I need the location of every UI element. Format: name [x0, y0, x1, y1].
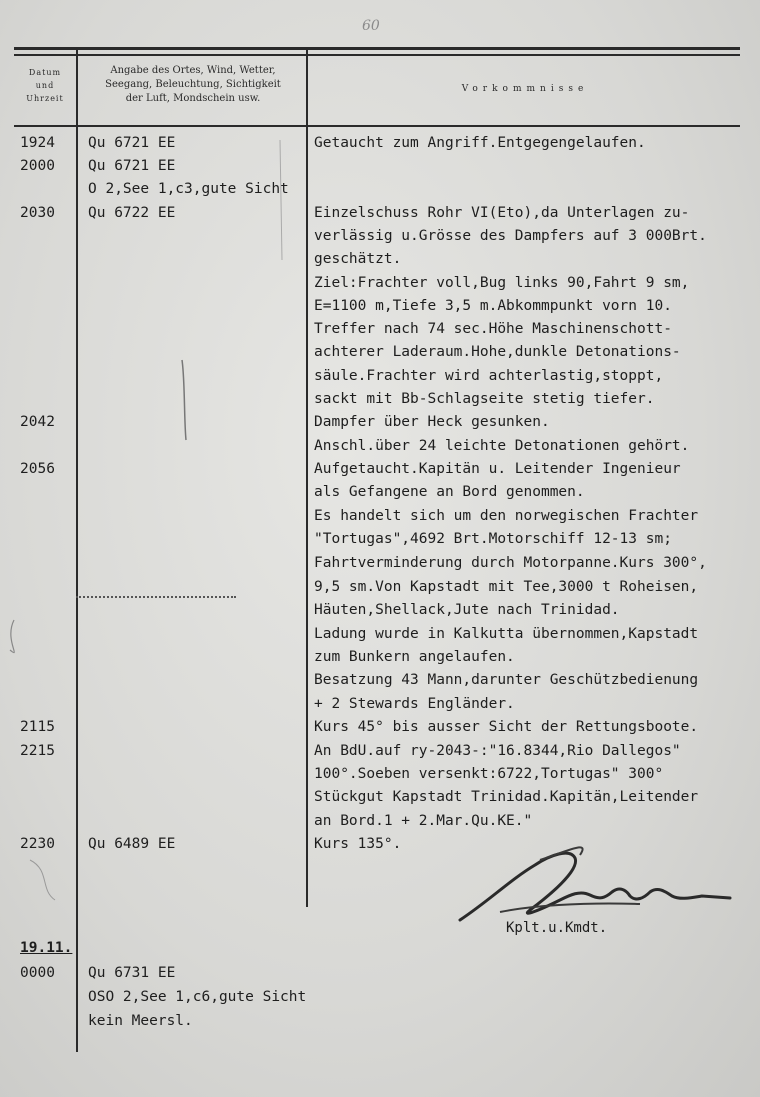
event-line: sackt mit Bb-Schlagseite stetig tiefer. — [314, 391, 655, 407]
signoff-rank: Kplt.u.Kmdt. — [506, 920, 608, 936]
event-line: Fahrtverminderung durch Motorpanne.Kurs 300°, — [314, 555, 707, 571]
event-line: Getaucht zum Angriff.Entgegengelaufen. — [314, 135, 646, 151]
header-place-line3: der Luft, Mondschein usw. — [125, 93, 261, 104]
event-line: verlässig u.Grösse des Dampfers auf 3 000Brt. — [314, 228, 707, 244]
page-number: 60 — [362, 18, 380, 34]
event-line: säule.Frachter wird achterlastig,stoppt, — [314, 368, 664, 384]
place-entry: Qu 6489 EE — [88, 836, 176, 852]
event-line: an Bord.1 + 2.Mar.Qu.KE." — [314, 813, 533, 829]
event-line: Häuten,Shellack,Jute nach Trinidad. — [314, 602, 620, 618]
event-line: achterer Laderaum.Hohe,dunkle Detonations- — [314, 344, 681, 360]
header-date-line3: Uhrzeit — [26, 94, 64, 103]
event-line: Aufgetaucht.Kapitän u. Leitender Ingenieur — [314, 461, 681, 477]
event-line: Besatzung 43 Mann,darunter Geschützbedienung — [314, 672, 699, 688]
event-line: 100°.Soeben versenkt:6722,Tortugas" 300° — [314, 766, 664, 782]
event-line: Stückgut Kapstadt Trinidad.Kapitän,Leitender — [314, 789, 699, 805]
event-line: Treffer nach 74 sec.Höhe Maschinenschott- — [314, 321, 672, 337]
time-entry: 2215 — [20, 743, 55, 759]
event-line: "Tortugas",4692 Brt.Motorschiff 12-13 sm; — [314, 531, 672, 547]
event-line: Es handelt sich um den norwegischen Frachter — [314, 508, 699, 524]
time-entry: 0000 — [20, 965, 55, 981]
event-line: Kurs 135°. — [314, 836, 402, 852]
header-date-line1: Datum — [28, 68, 62, 77]
weather-entry: O 2,See 1,c3,gute Sicht — [88, 181, 289, 197]
header-date-line2: und — [35, 81, 55, 90]
time-entry: 2030 — [20, 205, 55, 221]
header-events-column: Vorkommnisse — [461, 84, 589, 94]
time-entry: 2000 — [20, 158, 55, 174]
place-entry: Qu 6722 EE — [88, 205, 176, 221]
place-entry: Qu 6721 EE — [88, 158, 176, 174]
event-line: Ziel:Frachter voll,Bug links 90,Fahrt 9 sm, — [314, 275, 690, 291]
time-entry: 2230 — [20, 836, 55, 852]
event-line: als Gefangene an Bord genommen. — [314, 484, 585, 500]
event-line: Einzelschuss Rohr VI(Eto),da Unterlagen zu- — [314, 205, 690, 221]
event-line: Anschl.über 24 leichte Detonationen gehört. — [314, 438, 690, 454]
time-entry: 2042 — [20, 414, 55, 430]
event-line: geschätzt. — [314, 251, 402, 267]
event-line: E=1100 m,Tiefe 3,5 m.Abkommpunkt vorn 10. — [314, 298, 672, 314]
event-line: An BdU.auf ry-2043-:"16.8344,Rio Dallegos" — [314, 743, 681, 759]
event-line: zum Bunkern angelaufen. — [314, 649, 515, 665]
header-place-line1: Angabe des Ortes, Wind, Wetter, — [110, 65, 276, 76]
date-section-label: 19.11. — [20, 940, 73, 956]
event-line: + 2 Stewards Engländer. — [314, 696, 515, 712]
weather-entry: kein Meersl. — [88, 1013, 193, 1029]
weather-entry: OSO 2,See 1,c6,gute Sicht — [88, 989, 307, 1005]
place-entry: Qu 6721 EE — [88, 135, 176, 151]
time-entry: 2115 — [20, 719, 55, 735]
header-place-line2: Seegang, Beleuchtung, Sichtigkeit — [105, 79, 281, 90]
time-entry: 1924 — [20, 135, 55, 151]
event-line: Kurs 45° bis ausser Sicht der Rettungsboote. — [314, 719, 699, 735]
event-line: 9,5 sm.Von Kapstadt mit Tee,3000 t Roheisen, — [314, 579, 699, 595]
place-entry: Qu 6731 EE — [88, 965, 176, 981]
event-line: Ladung wurde in Kalkutta übernommen,Kapstadt — [314, 626, 699, 642]
event-line: Dampfer über Heck gesunken. — [314, 414, 550, 430]
time-entry: 2056 — [20, 461, 55, 477]
